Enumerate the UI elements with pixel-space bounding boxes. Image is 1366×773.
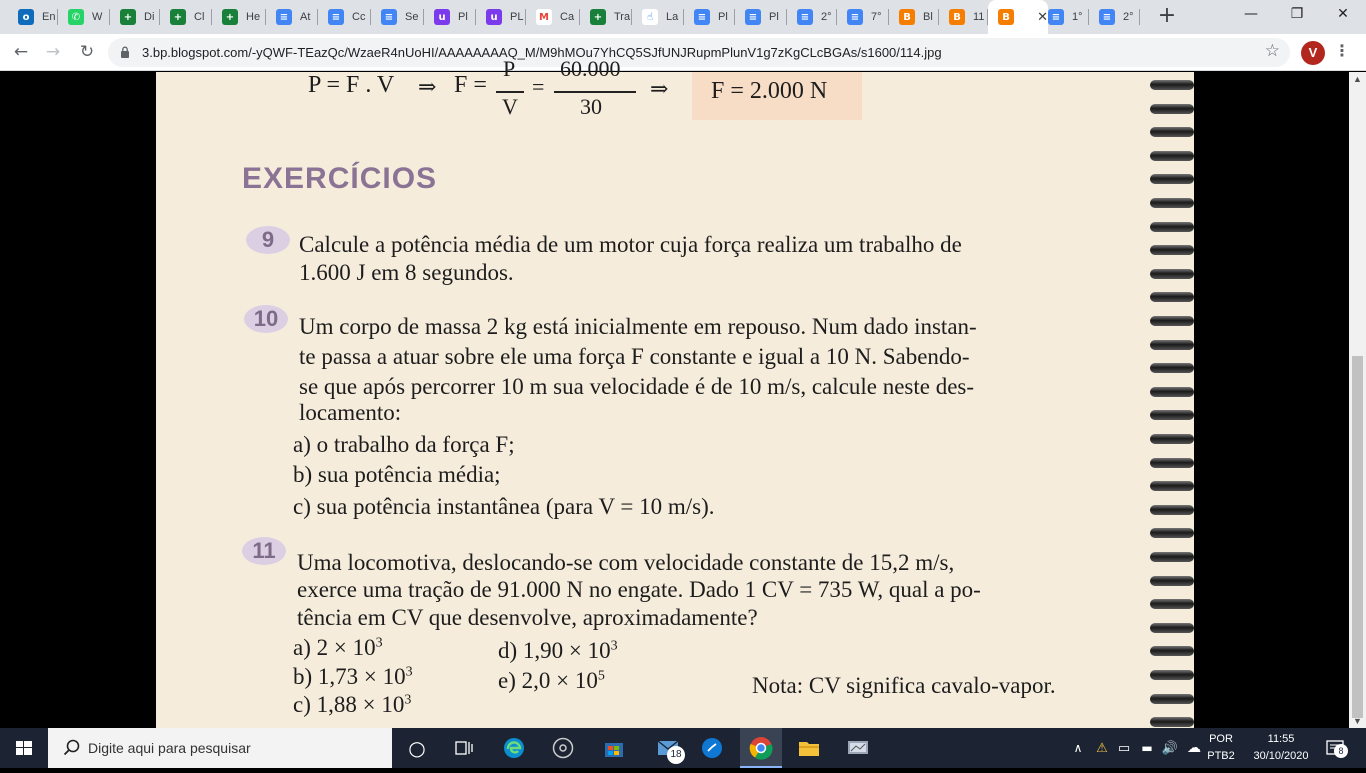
tab-title: Bl xyxy=(923,11,933,23)
option-d xyxy=(498,638,618,664)
google-classroom-icon: + xyxy=(170,9,186,25)
browser-tab[interactable] xyxy=(266,0,318,34)
section-heading: EXERCÍCIOS xyxy=(242,162,438,195)
spiral-coil xyxy=(1150,222,1194,232)
formula-frac1-den: V xyxy=(502,94,518,119)
blogger-icon: B xyxy=(899,9,915,25)
spiral-coil xyxy=(1150,292,1194,302)
tab-title: En xyxy=(42,11,56,23)
spiral-coil xyxy=(1150,646,1194,656)
close-window-button[interactable]: ✕ xyxy=(1337,6,1349,22)
google-docs-icon: ≡ xyxy=(381,9,397,25)
spiral-coil xyxy=(1150,387,1194,397)
profile-avatar[interactable]: V xyxy=(1301,41,1325,65)
tab-title: 7° xyxy=(871,11,882,23)
formula-frac1-num: P xyxy=(503,56,516,81)
tray-expand-icon[interactable]: ∧ xyxy=(1073,741,1083,755)
formula-equals: = xyxy=(532,74,545,99)
option-e-text: e) 2,0 × 10 xyxy=(498,668,598,693)
browser-tab[interactable] xyxy=(1038,0,1089,34)
option-e xyxy=(498,668,605,694)
forward-button[interactable]: → xyxy=(45,42,61,62)
tab-title: 2° xyxy=(1123,11,1134,23)
back-button[interactable]: ← xyxy=(13,42,29,62)
mail-count-badge: 18 xyxy=(667,746,685,764)
search-icon xyxy=(62,738,82,758)
option-b-exponent: 3 xyxy=(405,664,413,680)
media-player-icon[interactable] xyxy=(551,736,575,760)
tab-title: 2° xyxy=(821,11,832,23)
chrome-taskbar-button[interactable] xyxy=(740,728,782,768)
tab-title: 1° xyxy=(1072,11,1083,23)
browser-tab[interactable] xyxy=(8,0,58,34)
cortana-icon[interactable]: ○ xyxy=(408,736,426,760)
clock-time[interactable]: 11:55 xyxy=(1267,733,1295,745)
chrome-icon xyxy=(749,736,773,760)
tab-title: Pl xyxy=(718,11,728,23)
google-docs-icon: ≡ xyxy=(1048,9,1064,25)
google-docs-icon: ≡ xyxy=(797,9,813,25)
screen-app-icon[interactable] xyxy=(846,736,870,760)
blogger-icon: B xyxy=(949,9,965,25)
browser-tab[interactable] xyxy=(889,0,939,34)
google-docs-icon: ≡ xyxy=(328,9,344,25)
tab-title: W xyxy=(92,11,103,23)
tab-title: He xyxy=(246,11,261,23)
option-b-text: b) 1,73 × 10 xyxy=(293,664,406,689)
tab-separator xyxy=(1139,9,1140,25)
search-placeholder[interactable]: Digite aqui para pesquisar xyxy=(88,740,251,756)
option-a-exponent: 3 xyxy=(375,635,383,651)
spiral-coil xyxy=(1150,670,1194,680)
taskbar-search-box[interactable] xyxy=(48,728,392,768)
spiral-coil xyxy=(1150,316,1194,326)
question-11-line-2: exerce uma tração de 91.000 N no engate. Dado 1 CV = 735 W, qual a po- xyxy=(297,577,981,602)
browser-tab[interactable] xyxy=(632,0,684,34)
hand-icon: ☝ xyxy=(642,9,658,25)
question-10-item-a: a) o trabalho da força F; xyxy=(293,432,515,457)
spiral-coil xyxy=(1150,269,1194,279)
speedtest-icon[interactable] xyxy=(700,736,724,760)
store-icon[interactable] xyxy=(602,736,626,760)
browser-tab[interactable] xyxy=(837,0,889,34)
formula-arrow-1: ⇒ xyxy=(418,74,437,99)
question-10-item-b: b) sua potência média; xyxy=(293,462,501,487)
restore-button[interactable]: ❐ xyxy=(1290,6,1304,22)
formula-answer: F = 2.000 N xyxy=(711,78,828,104)
spiral-coil xyxy=(1150,458,1194,468)
task-view-icon[interactable] xyxy=(452,736,476,760)
option-e-exponent: 5 xyxy=(597,668,605,684)
blogger-icon: B xyxy=(998,9,1014,25)
spiral-coil xyxy=(1150,127,1194,137)
browser-tab[interactable] xyxy=(787,0,837,34)
windows-taskbar xyxy=(0,728,1366,768)
option-d-text: d) 1,90 × 10 xyxy=(498,638,611,663)
question-10-badge: 10 xyxy=(244,305,288,333)
tab-title: At xyxy=(300,11,311,23)
question-11-line-1: Uma locomotiva, deslocando-se com velocidade constante de 15,2 m/s, xyxy=(297,550,955,575)
browser-menu-icon[interactable]: ⋮ xyxy=(1334,41,1350,60)
scroll-up-arrow-icon[interactable]: ▲ xyxy=(1353,74,1362,84)
spiral-coil xyxy=(1150,528,1194,538)
question-11-line-3: tência em CV que desenvolve, aproximadamente? xyxy=(297,605,758,630)
action-center-icon[interactable] xyxy=(1324,736,1348,760)
vertical-scrollbar[interactable] xyxy=(1349,72,1366,728)
mail-icon[interactable] xyxy=(651,736,685,760)
spiral-coil xyxy=(1150,623,1194,633)
tab-title: 11 xyxy=(973,11,985,23)
spiral-coil xyxy=(1150,245,1194,255)
question-9-line-1: Calcule a potência média de um motor cuja força realiza um trabalho de xyxy=(299,232,962,257)
question-11-badge: 11 xyxy=(242,537,286,565)
browser-toolbar xyxy=(0,34,1366,71)
scroll-down-arrow-icon[interactable]: ▼ xyxy=(1353,716,1362,726)
network-icon[interactable]: ▭ xyxy=(1117,740,1131,756)
formula-f-eq: F = xyxy=(454,72,487,98)
option-c xyxy=(293,692,411,718)
spiral-binding xyxy=(1150,72,1194,728)
formula-frac2-num: 60.000 xyxy=(560,56,621,81)
browser-tab[interactable] xyxy=(580,0,632,34)
option-c-exponent: 3 xyxy=(404,692,412,708)
spiral-coil xyxy=(1150,198,1194,208)
clock-date[interactable]: 30/10/2020 xyxy=(1253,750,1309,762)
new-tab-button[interactable]: + xyxy=(1157,3,1177,28)
formula-arrow-2: ⇒ xyxy=(650,76,669,101)
question-10-line-1: Um corpo de massa 2 kg está inicialmente em repouso. Num dado instan- xyxy=(299,314,977,339)
volume-icon[interactable]: 🔊 xyxy=(1161,740,1179,756)
spiral-coil xyxy=(1150,717,1194,727)
google-classroom-icon: + xyxy=(120,9,136,25)
tab-title: Cl xyxy=(194,11,205,23)
spiral-coil xyxy=(1150,576,1194,586)
question-9-badge: 9 xyxy=(246,226,290,254)
browser-tab[interactable] xyxy=(424,0,476,34)
question-9-line-2: 1.600 J em 8 segundos. xyxy=(299,260,514,285)
google-classroom-icon: + xyxy=(590,9,606,25)
spiral-coil xyxy=(1150,363,1194,373)
outlook-icon: o xyxy=(18,9,34,25)
browser-tab[interactable] xyxy=(212,0,266,34)
spiral-coil xyxy=(1150,174,1194,184)
question-10-line-3: se que após percorrer 10 m sua velocidade é de 10 m/s, calcule neste des- xyxy=(299,374,975,399)
tab-title: Ca xyxy=(560,11,575,23)
notification-count-badge: 8 xyxy=(1334,744,1348,758)
google-docs-icon: ≡ xyxy=(847,9,863,25)
start-button[interactable] xyxy=(0,728,48,768)
reload-button[interactable]: ↻ xyxy=(79,42,95,62)
page-viewport xyxy=(0,56,1349,728)
scanned-textbook-page xyxy=(156,56,1194,728)
file-explorer-icon[interactable] xyxy=(797,736,821,760)
spiral-coil xyxy=(1150,104,1194,114)
edge-icon[interactable] xyxy=(502,736,526,760)
formula-frac2-den: 30 xyxy=(580,94,602,119)
spiral-coil xyxy=(1150,599,1194,609)
bookmark-star-icon[interactable]: ☆ xyxy=(1264,41,1280,61)
browser-tab[interactable] xyxy=(735,0,787,34)
spiral-coil xyxy=(1150,410,1194,420)
question-10-line-2: te passa a atuar sobre ele uma força F constante e igual a 10 N. Sabendo- xyxy=(299,344,970,369)
formula-frac1-bar xyxy=(496,91,524,93)
address-bar[interactable] xyxy=(108,38,1290,67)
browser-tab[interactable] xyxy=(939,0,988,34)
browser-tab[interactable] xyxy=(318,0,371,34)
option-d-exponent: 3 xyxy=(610,638,618,654)
lock-icon xyxy=(120,46,130,58)
gmail-icon: M xyxy=(536,9,552,25)
spiral-coil xyxy=(1150,151,1194,161)
spiral-coil xyxy=(1150,552,1194,562)
google-docs-icon: ≡ xyxy=(276,9,292,25)
language-indicator[interactable]: POR xyxy=(1209,733,1233,745)
spiral-coil xyxy=(1150,481,1194,491)
spiral-coil xyxy=(1150,434,1194,444)
spiral-coil xyxy=(1150,694,1194,704)
formula-p-eq: P = F . V xyxy=(308,72,395,98)
browser-tab[interactable] xyxy=(684,0,735,34)
tab-title: Se xyxy=(405,11,419,23)
tab-title: La xyxy=(666,11,679,23)
question-10-line-4: locamento: xyxy=(299,400,402,425)
formula-frac2-bar xyxy=(554,91,636,93)
browser-tab[interactable] xyxy=(58,0,110,34)
scrollbar-thumb[interactable] xyxy=(1352,356,1363,718)
close-tab-icon[interactable]: ✕ xyxy=(1037,9,1048,25)
url-text[interactable]: 3.bp.blogspot.com/-yQWF-TEazQc/WzaeR4nUoHI/AAAAAAAAQ_M/M9hMOu7YhCQ5SJfUNJRupmPlunV1g7zKgCLcBGAs/s1600/114.jpg xyxy=(142,45,942,60)
google-classroom-icon: + xyxy=(222,9,238,25)
spiral-coil xyxy=(1150,505,1194,515)
browser-tab[interactable] xyxy=(476,0,526,34)
tab-title: Di xyxy=(144,11,155,23)
google-docs-icon: ≡ xyxy=(694,9,710,25)
tab-title: Pl xyxy=(458,11,468,23)
question-11-note: Nota: CV significa cavalo-vapor. xyxy=(752,673,1056,698)
spiral-coil xyxy=(1150,340,1194,350)
google-docs-icon: ≡ xyxy=(1099,9,1115,25)
tab-title: Tra xyxy=(614,11,631,23)
warning-icon[interactable]: ⚠ xyxy=(1096,740,1108,756)
browser-tab[interactable] xyxy=(526,0,580,34)
plurall-icon: u xyxy=(434,9,450,25)
browser-tab[interactable] xyxy=(160,0,212,34)
windows-logo-icon xyxy=(0,728,48,768)
plurall-icon: u xyxy=(486,9,502,25)
spiral-coil xyxy=(1150,80,1194,90)
tab-title: Pl xyxy=(769,11,779,23)
whatsapp-icon: ✆ xyxy=(68,9,84,25)
question-10-item-c: c) sua potência instantânea (para V = 10 m/s). xyxy=(293,494,715,519)
option-b xyxy=(293,664,413,690)
browser-tab[interactable] xyxy=(110,0,160,34)
option-a xyxy=(293,635,383,661)
google-docs-icon: ≡ xyxy=(745,9,761,25)
tab-title: PL xyxy=(510,11,524,23)
battery-icon[interactable]: ▬ xyxy=(1141,741,1153,755)
tab-title: Cc xyxy=(352,11,366,23)
option-c-text: c) 1,88 × 10 xyxy=(293,692,405,717)
minimize-button[interactable]: — xyxy=(1244,6,1258,22)
browser-tab[interactable] xyxy=(1089,0,1140,34)
keyboard-layout[interactable]: PTB2 xyxy=(1207,750,1235,762)
onedrive-icon[interactable]: ☁ xyxy=(1187,740,1201,756)
browser-tab[interactable] xyxy=(371,0,424,34)
option-a-text: a) 2 × 10 xyxy=(293,635,376,660)
